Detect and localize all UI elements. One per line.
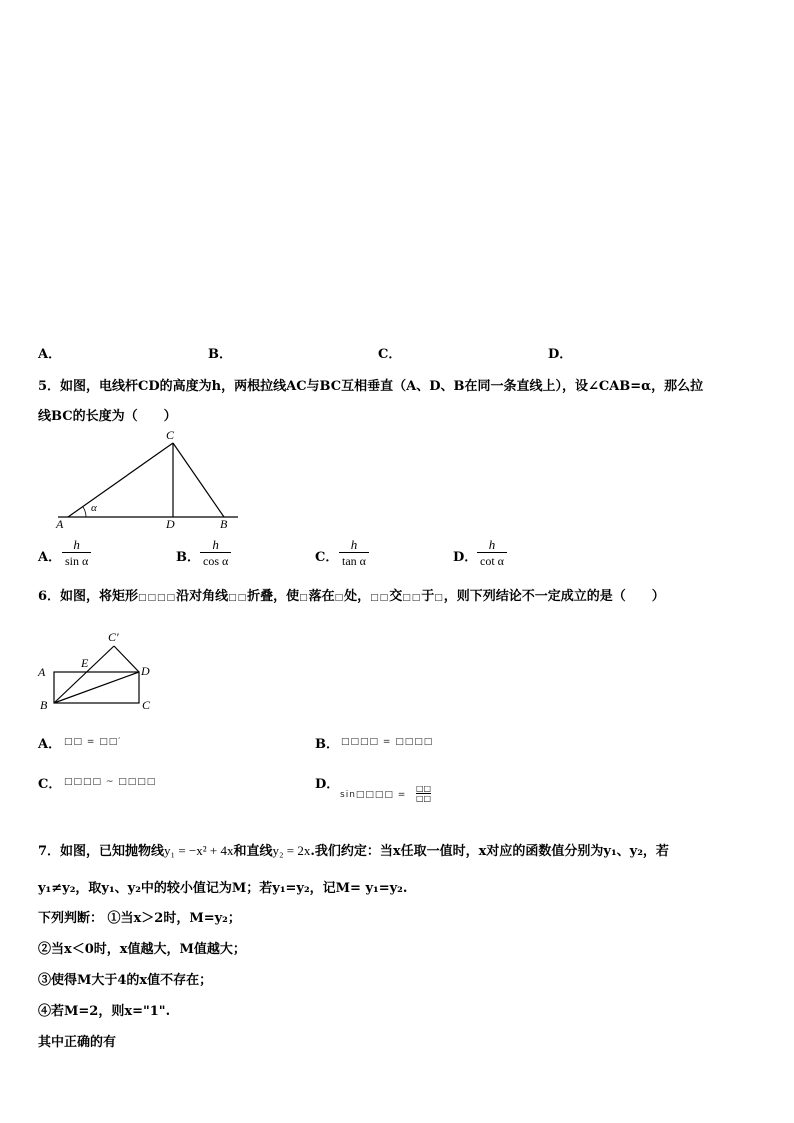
q5-label-a: A <box>56 517 64 531</box>
q5-label-b: B <box>220 517 228 531</box>
q6-option-b-text: □□□□ = □□□□ <box>341 737 434 747</box>
q6-label-c-prime: C′ <box>108 630 119 644</box>
q6-option-d-label: D． <box>315 777 340 792</box>
q6-option-c-text: □□□□ ~ □□□□ <box>64 777 157 787</box>
q5-option-b-label: B． <box>176 550 200 565</box>
q7-judgement-3: ③使得M大于4的x值不存在； <box>38 973 213 988</box>
q7-judgement-1: 下列判断： ①当x＞2时，M=y₂； <box>38 911 241 926</box>
q5-option-c-fraction: h tan α <box>339 537 369 569</box>
q6-option-b-label: B． <box>315 737 339 752</box>
q5-option-d-label: D． <box>453 550 478 565</box>
q7-line1: 7．如图，已知抛物线y₁ = −x² + 4x和直线y₂ = 2x.我们约定：当x任取一值时，x对应的函数值分别为y₁、y₂，若 <box>38 843 669 859</box>
q4-option-a: A． <box>38 347 62 362</box>
q6-option-a-text: □□ = □□′ <box>64 737 122 747</box>
q4-option-c: C． <box>378 347 402 362</box>
q6-option-c-label: C． <box>38 777 62 792</box>
q6-rectangle-figure <box>36 628 166 716</box>
q6-label-d: D <box>141 664 150 678</box>
q4-option-d: D． <box>548 347 573 362</box>
q7-line2: y₁≠y₂，取y₁、y₂中的较小值记为M；若y₁=y₂，记M= y₁=y₂. <box>38 881 408 896</box>
q5-option-a-label: A． <box>38 550 62 565</box>
q5-line2: 线BC的长度为（ ） <box>38 409 177 424</box>
q5-option-d-fraction: h cot α <box>477 537 507 569</box>
q5-label-d: D <box>166 517 175 531</box>
q5-option-c-label: C． <box>315 550 339 565</box>
q5-triangle-figure <box>38 424 248 534</box>
q6-label-c: C <box>142 698 151 712</box>
q6-label-b: B <box>40 698 48 712</box>
q7-judgement-4: ④若M=2，则x="1". <box>38 1004 171 1019</box>
q5-option-a-fraction: h sin α <box>62 537 91 569</box>
q5-option-b-fraction: h cos α <box>200 537 231 569</box>
q5-label-c: C <box>166 428 175 442</box>
q4-option-b: B． <box>208 347 232 362</box>
q5-label-alpha: α <box>91 502 97 514</box>
q6-label-a: A <box>38 665 46 679</box>
q6-option-a-label: A． <box>38 737 62 752</box>
q7-judgement-2: ②当x＜0时，x值越大，M值越大； <box>38 942 246 957</box>
q6-option-d-fraction: □□ □□ <box>416 784 432 803</box>
q6-stem: 6．如图，将矩形□□□□沿对角线□□折叠，使□落在□处，□□交□□于□，则下列结论不一定成立的是（ ） <box>38 589 665 604</box>
q7-conclusion: 其中正确的有 <box>38 1035 117 1050</box>
q6-label-e: E <box>81 656 89 670</box>
q6-option-d-prefix: sin□□□□ = <box>340 790 407 800</box>
q5-line1: 5．如图，电线杆CD的高度为h，两根拉线AC与BC互相垂直（A、D、B在同一条直线上），设∠CAB=α，那么拉 <box>38 379 704 394</box>
